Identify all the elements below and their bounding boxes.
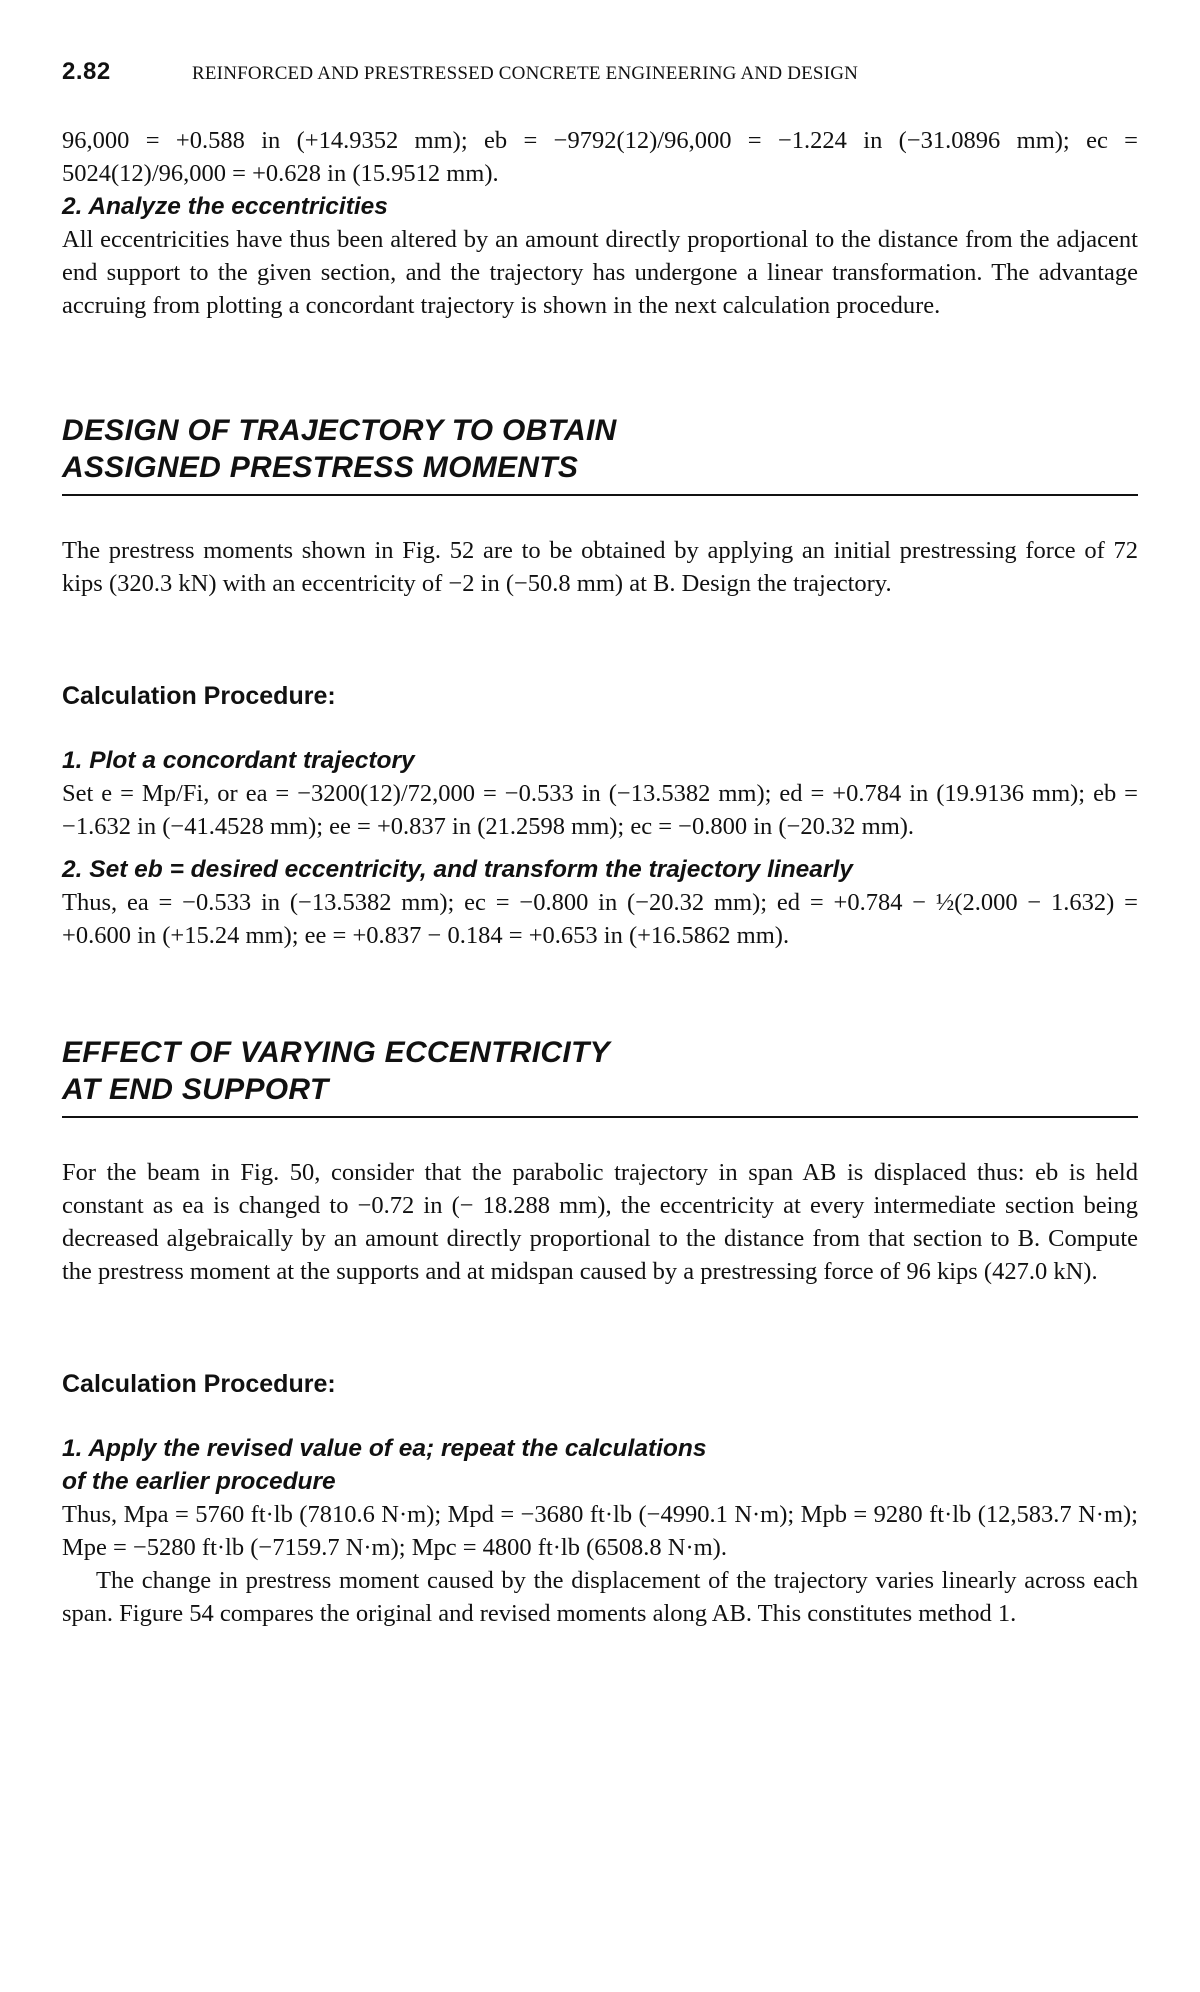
continued-paragraph: 96,000 = +0.588 in (+14.9352 mm); eb = −9792(12)/96,000 = −1.224 in (−31.0896 mm); ec = 5024(12)/96,000 = +0.628 in (15.9512 mm).: [62, 127, 1138, 187]
calculation-procedure-heading: Calculation Procedure:: [62, 1370, 336, 1398]
problem-statement: The prestress moments shown in Fig. 52 are to be obtained by applying an initial prestressing force of 72 kips (320.3 kN) with an eccentricity of −2 in (−50.8 mm) at B. Design the trajectory.: [62, 537, 1138, 597]
section-title-line: ASSIGNED PRESTRESS MOMENTS: [62, 451, 579, 484]
step-heading: of the earlier procedure: [62, 1468, 336, 1495]
book-page: [62, 58, 1138, 1630]
running-header: [62, 58, 1138, 94]
section-title: [62, 412, 1138, 486]
step-heading: 1. Apply the revised value of ea; repeat the calculations: [62, 1435, 707, 1462]
calculation-procedure-heading: Calculation Procedure:: [62, 682, 336, 710]
page-number: 2.82: [62, 58, 111, 85]
step-paragraph: All eccentricities have thus been altered by an amount directly proportional to the distance from the adjacent end support to the given section, and the trajectory has undergone a linear transformation. The advantage accruing from plotting a concordant trajectory is shown in the next calculation procedure.: [62, 226, 1138, 319]
step-heading: 1. Plot a concordant trajectory: [62, 747, 415, 774]
closing-paragraph: The change in prestress moment caused by the displacement of the trajectory varies linearly across each span. Figure 54 compares the original and revised moments along AB. This constitutes method 1.: [62, 1567, 1138, 1627]
step-paragraph: Thus, Mpa = 5760 ft·lb (7810.6 N·m); Mpd = −3680 ft·lb (−4990.1 N·m); Mpb = 9280 ft·lb (12,583.7 N·m); Mpe = −5280 ft·lb (−7159.7 N·m); Mpc = 4800 ft·lb (6508.8 N·m).: [62, 1501, 1138, 1561]
section-title-line: AT END SUPPORT: [62, 1073, 329, 1106]
step-heading: 2. Set eb = desired eccentricity, and transform the trajectory linearly: [62, 856, 853, 883]
section-title-line: DESIGN OF TRAJECTORY TO OBTAIN: [62, 414, 617, 447]
step-heading: 2. Analyze the eccentricities: [62, 193, 388, 220]
book-title: REINFORCED AND PRESTRESSED CONCRETE ENGINEERING AND DESIGN: [192, 63, 859, 84]
section-title-line: EFFECT OF VARYING ECCENTRICITY: [62, 1036, 610, 1069]
step-paragraph: Thus, ea = −0.533 in (−13.5382 mm); ec = −0.800 in (−20.32 mm); ed = +0.784 − ½(2.000 − 1.632) = +0.600 in (+15.24 mm); ee = +0.837 − 0.184 = +0.653 in (+16.5862 mm).: [62, 889, 1138, 949]
section-title: [62, 1034, 1138, 1108]
step-paragraph: Set e = Mp/Fi, or ea = −3200(12)/72,000 = −0.533 in (−13.5382 mm); ed = +0.784 in (19.9136 mm); eb = −1.632 in (−41.4528 mm); ee = +0.837 in (21.2598 mm); ec = −0.800 in (−20.32 mm).: [62, 780, 1138, 840]
problem-statement: For the beam in Fig. 50, consider that the parabolic trajectory in span AB is displaced thus: eb is held constant as ea is changed to −0.72 in (− 18.288 mm), the eccentricity at every intermediate section being decreased algebraically by an amount directly proportional to the distance from that section to B. Compute the prestress moment at the supports and at midspan caused by a prestressing force of 96 kips (427.0 kN).: [62, 1159, 1138, 1285]
